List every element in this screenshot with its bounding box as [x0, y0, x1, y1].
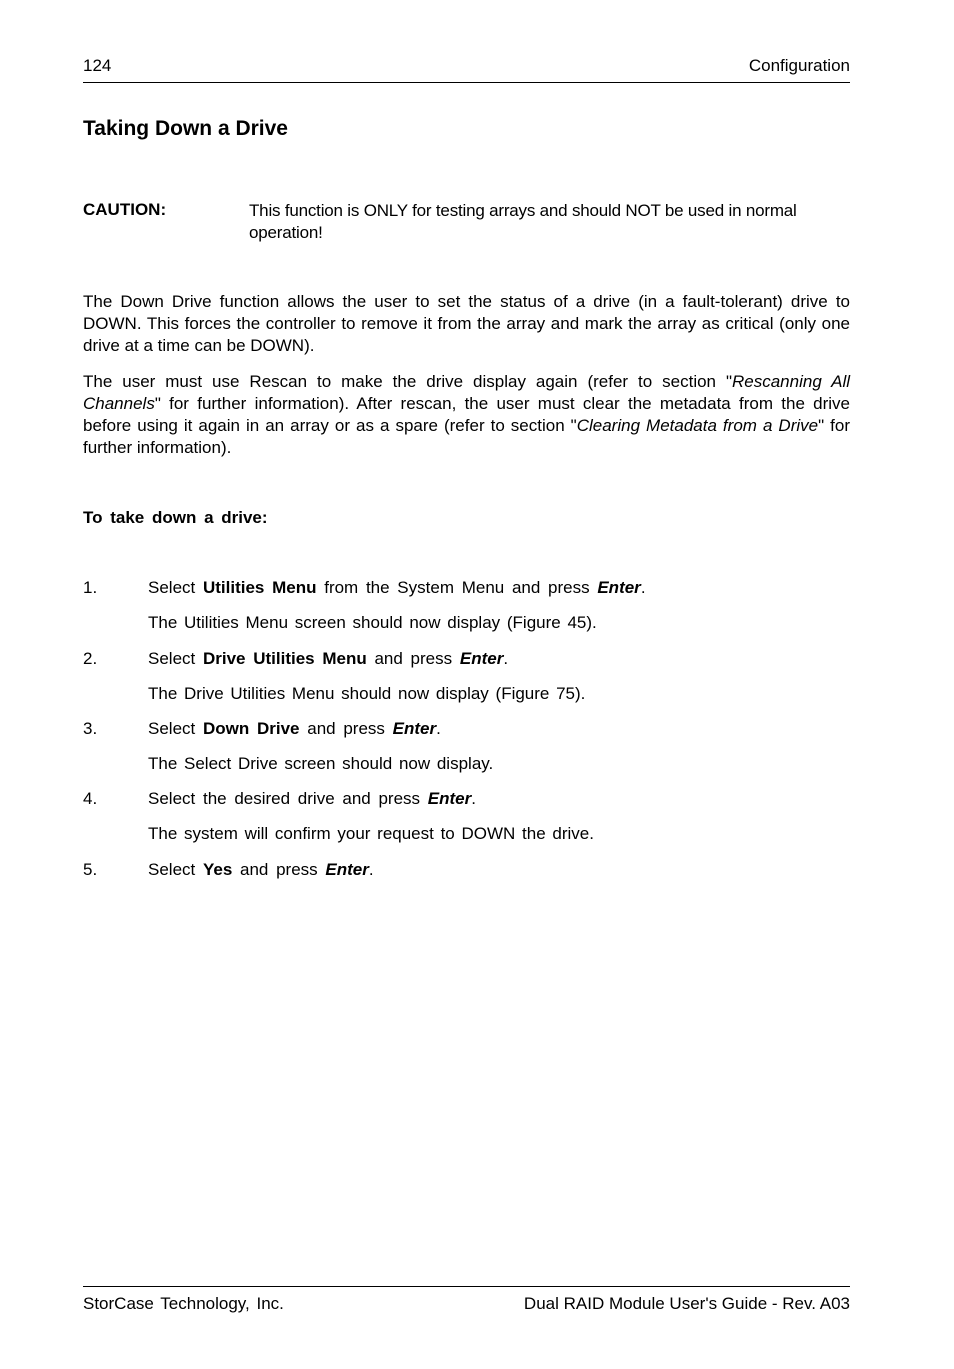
- footer-document-title: Dual RAID Module User's Guide - Rev. A03: [523, 1294, 850, 1313]
- page-footer: [83, 1286, 850, 1313]
- paragraph-text: " for further information). After rescan, the user must clear the metadata from the drive before using it again in an array or as a spare (refer to section ": [83, 394, 850, 435]
- paragraph-text: " for further information).: [83, 416, 850, 457]
- step-number: 1.: [83, 578, 98, 597]
- section-reference-rescanning: Rescanning All Channels: [83, 372, 850, 413]
- step-text-part: from the System Menu and press: [316, 578, 598, 597]
- step-instruction: [148, 649, 508, 669]
- step-instruction: [148, 719, 441, 739]
- step-instruction: [148, 789, 476, 809]
- step-number: 3.: [83, 719, 98, 738]
- procedure-heading: To take down a drive:: [83, 508, 268, 527]
- step-text-part: Select: [148, 649, 203, 668]
- step-text-part: and press: [299, 719, 393, 738]
- key-name: Enter: [459, 649, 504, 668]
- step-text-part: Select the desired drive and press: [148, 789, 428, 808]
- key-name: Enter: [427, 789, 472, 808]
- step-instruction: [148, 860, 374, 880]
- step-result: The Drive Utilities Menu should now display (Figure 75).: [148, 684, 586, 703]
- menu-name: Drive Utilities Menu: [202, 649, 367, 668]
- menu-name: Utilities Menu: [202, 578, 317, 597]
- step-result: The Select Drive screen should now display.: [148, 754, 494, 773]
- page-number: 124: [83, 56, 112, 75]
- step-text-part: and press: [232, 860, 326, 879]
- step-text-part: and press: [366, 649, 460, 668]
- key-name: Enter: [392, 719, 437, 738]
- section-name: Configuration: [748, 56, 850, 75]
- step-text-part: .: [368, 860, 374, 879]
- page-title: Taking Down a Drive: [83, 117, 288, 140]
- step-number: 2.: [83, 649, 98, 668]
- paragraph-rescan-info: [83, 371, 850, 459]
- menu-name: Yes: [202, 860, 233, 879]
- key-name: Enter: [325, 860, 369, 879]
- paragraph-text: The user must use Rescan to make the drive display again (refer to section ": [83, 372, 732, 391]
- step-text-part: .: [640, 578, 646, 597]
- step-instruction: [148, 578, 646, 598]
- menu-name: Down Drive: [202, 719, 300, 738]
- step-text-part: Select: [148, 860, 203, 879]
- page-header: [83, 56, 850, 83]
- footer-company: StorCase Technology, Inc.: [83, 1294, 284, 1313]
- step-text-part: Select: [148, 719, 203, 738]
- step-number: 4.: [83, 789, 98, 808]
- caution-label: CAUTION:: [83, 200, 167, 219]
- paragraph-down-drive-function: The Down Drive function allows the user to set the status of a drive (in a fault-tolerant) drive to DOWN. This forces the controller to remove it from the array and mark the array as critical (only one drive at a time can be DOWN).: [83, 292, 850, 355]
- key-name: Enter: [597, 578, 641, 597]
- step-text-part: .: [471, 789, 476, 808]
- step-text-part: .: [436, 719, 441, 738]
- step-result: The Utilities Menu screen should now display (Figure 45).: [148, 613, 597, 632]
- caution-text: This function is ONLY for testing arrays and should NOT be used in normal operation!: [249, 201, 797, 242]
- section-reference-clearing-metadata: Clearing Metadata from a Drive: [576, 416, 819, 435]
- step-number: 5.: [83, 860, 98, 879]
- step-result: The system will confirm your request to DOWN the drive.: [148, 824, 594, 843]
- step-text-part: Select: [148, 578, 203, 597]
- step-text-part: .: [503, 649, 509, 668]
